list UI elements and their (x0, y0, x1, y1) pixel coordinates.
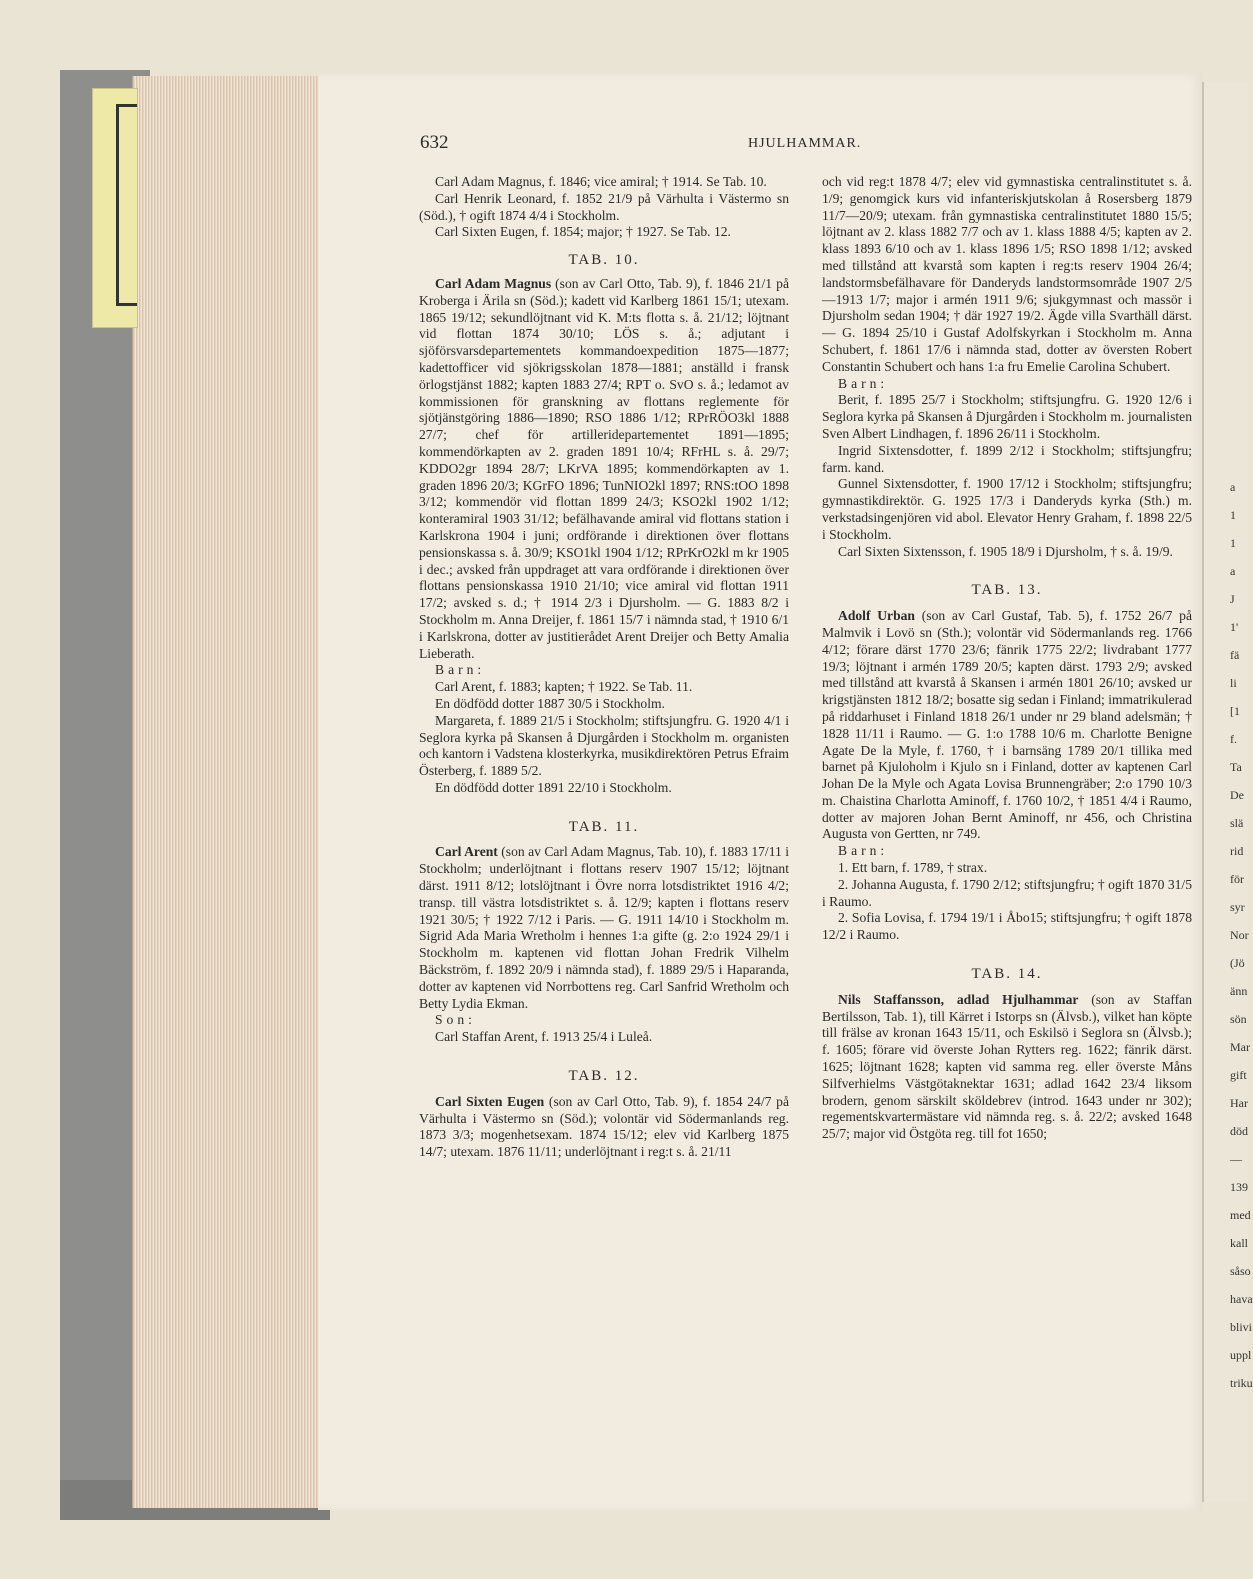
entry-text: (son av Carl Adam Magnus, Tab. 10), f. 1883 17/11 i Stockholm; underlöjtnant i flottans reserv 1907 15/12; löjtnant därst. 1911 8/12; lotslöjtnant i Övre norra lotsdistriktet 1916 4/2; transp. till västra lotsdistriktet s. å. 12/9; kapten i flottans reserv 1921 30/5; † 1922 7/12 i Paris. — G. 1911 14/10 i Stockholm m. Sigrid Ada Maria Wretholm i hennes 1:a gifte (g. 2:o 1924 29/1 i Stockholm m. kaptenen vid flottan Johan Fredrik Vilhelm Bäckström, f. 1892 20/9 i nämnda stad), f. 1889 29/5 i Haparanda, dotter av kaptenen vid Norrbottens reg. Carl Sanfrid Wretholm och Betty Lydia Ekman. (419, 844, 789, 1011)
next-page-fragment: triku (1230, 1376, 1253, 1390)
next-page-fragment: blivi (1230, 1320, 1253, 1334)
next-page-fragment: fä (1230, 648, 1240, 662)
next-page-fragment: li (1230, 676, 1237, 690)
children-label: Barn: (838, 843, 889, 859)
paragraph: 2. Johanna Augusta, f. 1790 2/12; stiftsjungfru; † ogift 1870 31/5 i Raumo. (822, 876, 1192, 909)
next-page-fragment: Ta (1230, 760, 1242, 774)
next-page-fragment: De (1230, 788, 1244, 802)
next-page-fragment: uppl (1230, 1348, 1252, 1362)
genealogy-entry (419, 1094, 789, 1161)
paragraph: Carl Arent, f. 1883; kapten; † 1922. Se Tab. 11. (435, 679, 693, 695)
paragraph: 2. Sofia Lovisa, f. 1794 19/1 i Åbo15; stiftsjungfru; † ogift 1878 12/2 i Raumo. (822, 910, 1192, 943)
paragraph: Carl Sixten Eugen, f. 1854; major; † 1927. Se Tab. 12. (435, 224, 731, 240)
next-page-fragment: 1 (1230, 536, 1236, 550)
next-page-fragment: död (1230, 1124, 1248, 1138)
paragraph: En dödfödd dotter 1887 30/5 i Stockholm. (435, 695, 665, 711)
entry-text: (son av Carl Gustaf, Tab. 5), f. 1752 26/7 på Malmvik i Lovö sn (Sth.); volontär vid Södermanlands reg. 1766 4/12; förare därst 1770 23/6; fänrik 1775 22/2; livdrabant 1777 19/3; löjtnant i armén 1789 20/5; kapten därst. 1793 2/9; avsked med tillstånd att kvarstå å Skansen i armén 1801 26/10; avsked ur krigstjänsten 1812 18/2; bosatte sig sedan i Finland; immatrikulerad på riddarhuset i Finland 1818 26/1 under nr 29 bland adelsmän; † 1828 11/11 i Raumo. — G. 1:o 1788 10/6 m. Charlotte Benigne Agate De la Myle, f. 1760, † i barnsäng 1789 20/1 tillika med barnet på Kjuloholm i Kjulo sn i Finland, dotter av kaptenen Carl Johan De la Myle och Agata Lovisa Brunnengräber; 2:o 1790 10/3 m. Chaistina Charlotta Aminoff, f. 1760 10/2, † 1851 4/4 i Raumo, dotter av majoren Johan Bernt Aminoff, nr 456, och Christina Augusta von Gertten, nr 749. (822, 608, 1192, 842)
paragraph: Carl Henrik Leonard, f. 1852 21/9 på Värhulta i Västermo sn (Söd.), † ogift 1874 4/4 i Stockholm. (419, 190, 789, 223)
next-page-fragment: slä (1230, 816, 1244, 830)
next-page-fragment: 1 (1230, 508, 1236, 522)
table-heading: TAB. 13. (971, 582, 1043, 599)
next-page-fragment: 1' (1230, 620, 1239, 634)
children-label: Barn: (838, 375, 889, 391)
next-page-fragment: Har (1230, 1096, 1248, 1110)
entry-name: Carl Sixten Eugen (435, 1093, 545, 1109)
paragraph: Carl Sixten Sixtensson, f. 1905 18/9 i Djursholm, † s. å. 19/9. (838, 543, 1173, 559)
paragraph: Carl Staffan Arent, f. 1913 25/4 i Luleå. (435, 1029, 653, 1045)
next-page-fragment: syr (1230, 900, 1245, 914)
next-page-fragment: såso (1230, 1264, 1251, 1278)
next-page-fragment: f. (1230, 732, 1237, 746)
next-page-fragment: J (1230, 592, 1235, 606)
paragraph: 1. Ett barn, f. 1789, † strax. (838, 860, 988, 876)
right-column (822, 174, 1192, 1143)
table-heading: TAB. 12. (568, 1068, 640, 1085)
next-page-fragment: 139 (1230, 1180, 1248, 1194)
running-head: HJULHAMMAR. (748, 136, 862, 151)
table-heading: TAB. 10. (568, 252, 640, 269)
next-page-fragment: kall (1230, 1236, 1248, 1250)
entry-name: Nils Staffansson, adlad Hjulhammar (838, 991, 1079, 1007)
next-page-fragment: (Jö (1230, 956, 1245, 970)
children-label: Son: (435, 1012, 476, 1028)
next-page-fragment: änn (1230, 984, 1248, 998)
genealogy-entry (822, 608, 1192, 843)
page-number: 632 (420, 132, 449, 153)
next-page-fragment: rid (1230, 844, 1244, 858)
table-heading: TAB. 14. (971, 966, 1043, 983)
genealogy-entry (419, 844, 789, 1012)
entry-name: Carl Arent (435, 844, 498, 860)
next-page-fragment: för (1230, 872, 1244, 886)
next-page-fragment: Mar (1230, 1040, 1250, 1054)
next-page-fragment: a (1230, 564, 1236, 578)
paragraph: Carl Adam Magnus, f. 1846; vice amiral; † 1914. Se Tab. 10. (435, 174, 767, 189)
next-page-fragment: gift (1230, 1068, 1247, 1082)
entry-name: Carl Adam Magnus (435, 275, 552, 291)
next-page-fragment: med (1230, 1208, 1251, 1222)
index-tab-mark (116, 104, 137, 306)
paragraph: Berit, f. 1895 25/7 i Stockholm; stiftsjungfru. G. 1920 12/6 i Seglora kyrka på Skansen å Djurgården i Stockholm m. journalisten Sven Albert Lindhagen, f. 1896 26/11 i Stockholm. (822, 392, 1192, 441)
next-page-fragment: a (1230, 480, 1236, 494)
next-page-fragment: hava (1230, 1292, 1253, 1306)
next-page-fragment: sön (1230, 1012, 1247, 1026)
genealogy-entry (419, 276, 789, 662)
paragraph: En dödfödd dotter 1891 22/10 i Stockholm. (435, 779, 672, 795)
entry-name: Adolf Urban (838, 608, 915, 624)
entry-text: (son av Staffan Bertilsson, Tab. 1), till Kärret i Istorps sn (Älvsb.), vilket han köpte till frälse av kronan 1643 15/11, och Eskilsö i Seglora sn (Älvsb.); f. 1605; förare vid överste Johan Rytters reg. 1622; fänrik därst. 1625; löjtnant 1628; kapten vid samma reg. eller överste Måns Silfverhielms Västgötaknektar 1631; adlad 1642 23/4 liksom brodern, genom särskilt sköldebrev (introd. 1643 under nr 302); regementskvartermästare vid nämnda reg. s. å. 22/2; avsked 1648 25/7; major vid Östgöta reg. till fot 1650; (822, 991, 1193, 1142)
children-label: Barn: (435, 662, 486, 678)
genealogy-entry (822, 992, 1192, 1143)
paragraph: Margareta, f. 1889 21/5 i Stockholm; stiftsjungfru. G. 1920 4/1 i Seglora kyrka på Skansen å Djurgården i Stockholm m. organisten och kantorn i Vadstena klosterkyrka, musikdirektören Petrus Efraim Österberg, f. 1889 5/2. (419, 712, 789, 779)
paragraph: Gunnel Sixtensdotter, f. 1900 17/12 i Stockholm; stiftsjungfru; gymnastikdirektör. G. 1925 17/3 i Danderyds kyrka (Sth.) m. verkstadsingenjören vid abol. Elevator Henry Graham, f. 1898 22/5 i Stockholm. (822, 476, 1192, 542)
next-page-fragment: [1 (1230, 704, 1240, 718)
entry-text: (son av Carl Otto, Tab. 9), f. 1854 24/7 på Värhulta i Västermo sn (Söd.); volontär vid Södermanlands reg. 1873 3/3; mogenhetsexam. 1874 15/12; elev vid Karlberg 1875 14/7; utexam. 1876 11/11; underlöjtnant i reg:t s. å. 21/11 (419, 1093, 789, 1160)
next-page-fragment: Nor (1230, 928, 1249, 942)
page-edges (132, 76, 321, 1508)
table-heading: TAB. 11. (568, 818, 640, 835)
entry-text: (son av Carl Otto, Tab. 9), f. 1846 21/1 på Kroberga i Ärila sn (Söd.); kadett vid Karlberg 1861 15/1; utexam. 1865 19/12; sekundlöjtnant vid K. M:ts flotta s. å. 21/12; löjtnant vid flottan 1874 30/10; LÖS s. å.; adjutant i sjöförsvarsdepartementets kommandoexpedition 1875—1877; kadettofficer vid sjökrigsskolan 1878—1881; anställd i fransk örlogstjänst 1882; kapten 1883 27/4; RPT o. SvO s. å.; ledamot av kommissionen för granskning av flottans reglemente för sjötjänstgöring 1886—1890; RSO 1886 1/12; RPrRÖO3kl 1888 27/7; chef för artilleridepartementet 1891—1895; kommendörkapten av 2. graden 1891 10/4; RFrHL s. å. 29/7; KDDO2gr 1894 28/7; LKrVA 1895; kommendörkapten av 1. graden 1896 20/3; KGrFO 1896; TunNIO2kl 1897; RNS:tOO 1898 3/12; kommendör vid flottan 1899 24/3; KSO2kl 1902 1/12; konteramiral 1903 31/12; befälhavande amiral vid flottans station i Karlskrona 1904 i juni; ordförande i direktionen över flottans pensionskassa s. å. 30/9; KSO1kl 1904 1/12; RPrKrO2kl m kr 1905 i dec.; avsked från uppdraget att vara ordförande i direktionen över flottans pensionskassa 1910 21/10; vice amiral vid flottan 1911 17/2; avsked s. d.; † 1914 2/3 i Djursholm. — G. 1883 8/2 i Stockholm m. Anna Dreijer, f. 1861 15/7 i nämnda stad, † 1910 6/1 i Karlskrona, dotter av justitierådet Arent Dreijer och Betty Amalia Lieberath. (419, 275, 789, 661)
next-page-fragment: — (1230, 1152, 1242, 1166)
paragraph: och vid reg:t 1878 4/7; elev vid gymnastiska centralinstitutet s. å. 1/9; genomgick kurs vid infanteriskjutskolan å Rosersberg 1879 11/7—20/9; utexam. från gymnastiska centralinstitutet 1880 15/5; löjtnant av 2. klass 1882 7/7 och av 1. klass 1888 4/5; kapten av 2. klass 1893 6/10 och av 1. klass 1896 1/5; RSO 1898 1/12; avsked med tillstånd att kvarstå som kapten i reg:ts reserv 1904 26/4; landstormsbefälhavare för Danderyds landstormsområde 1907 2/5—1913 1/7; major i armén 1911 9/6; sjukgymnast och massör i Djursholm sedan 1904; † där 1927 19/2. Ägde villa Svarthäll därst. — G. 1894 25/10 i Gustaf Adolfskyrkan i Stockholm m. Anna Schubert, f. 1861 17/6 i nämnda stad, dotter av översten Robert Constantin Schubert och hans 1:a fru Emelie Carolina Schubert. (822, 174, 1192, 374)
left-column (419, 174, 789, 1161)
paragraph: Ingrid Sixtensdotter, f. 1899 2/12 i Stockholm; stiftsjungfru; farm. kand. (822, 442, 1192, 475)
book-page (318, 74, 1202, 1510)
